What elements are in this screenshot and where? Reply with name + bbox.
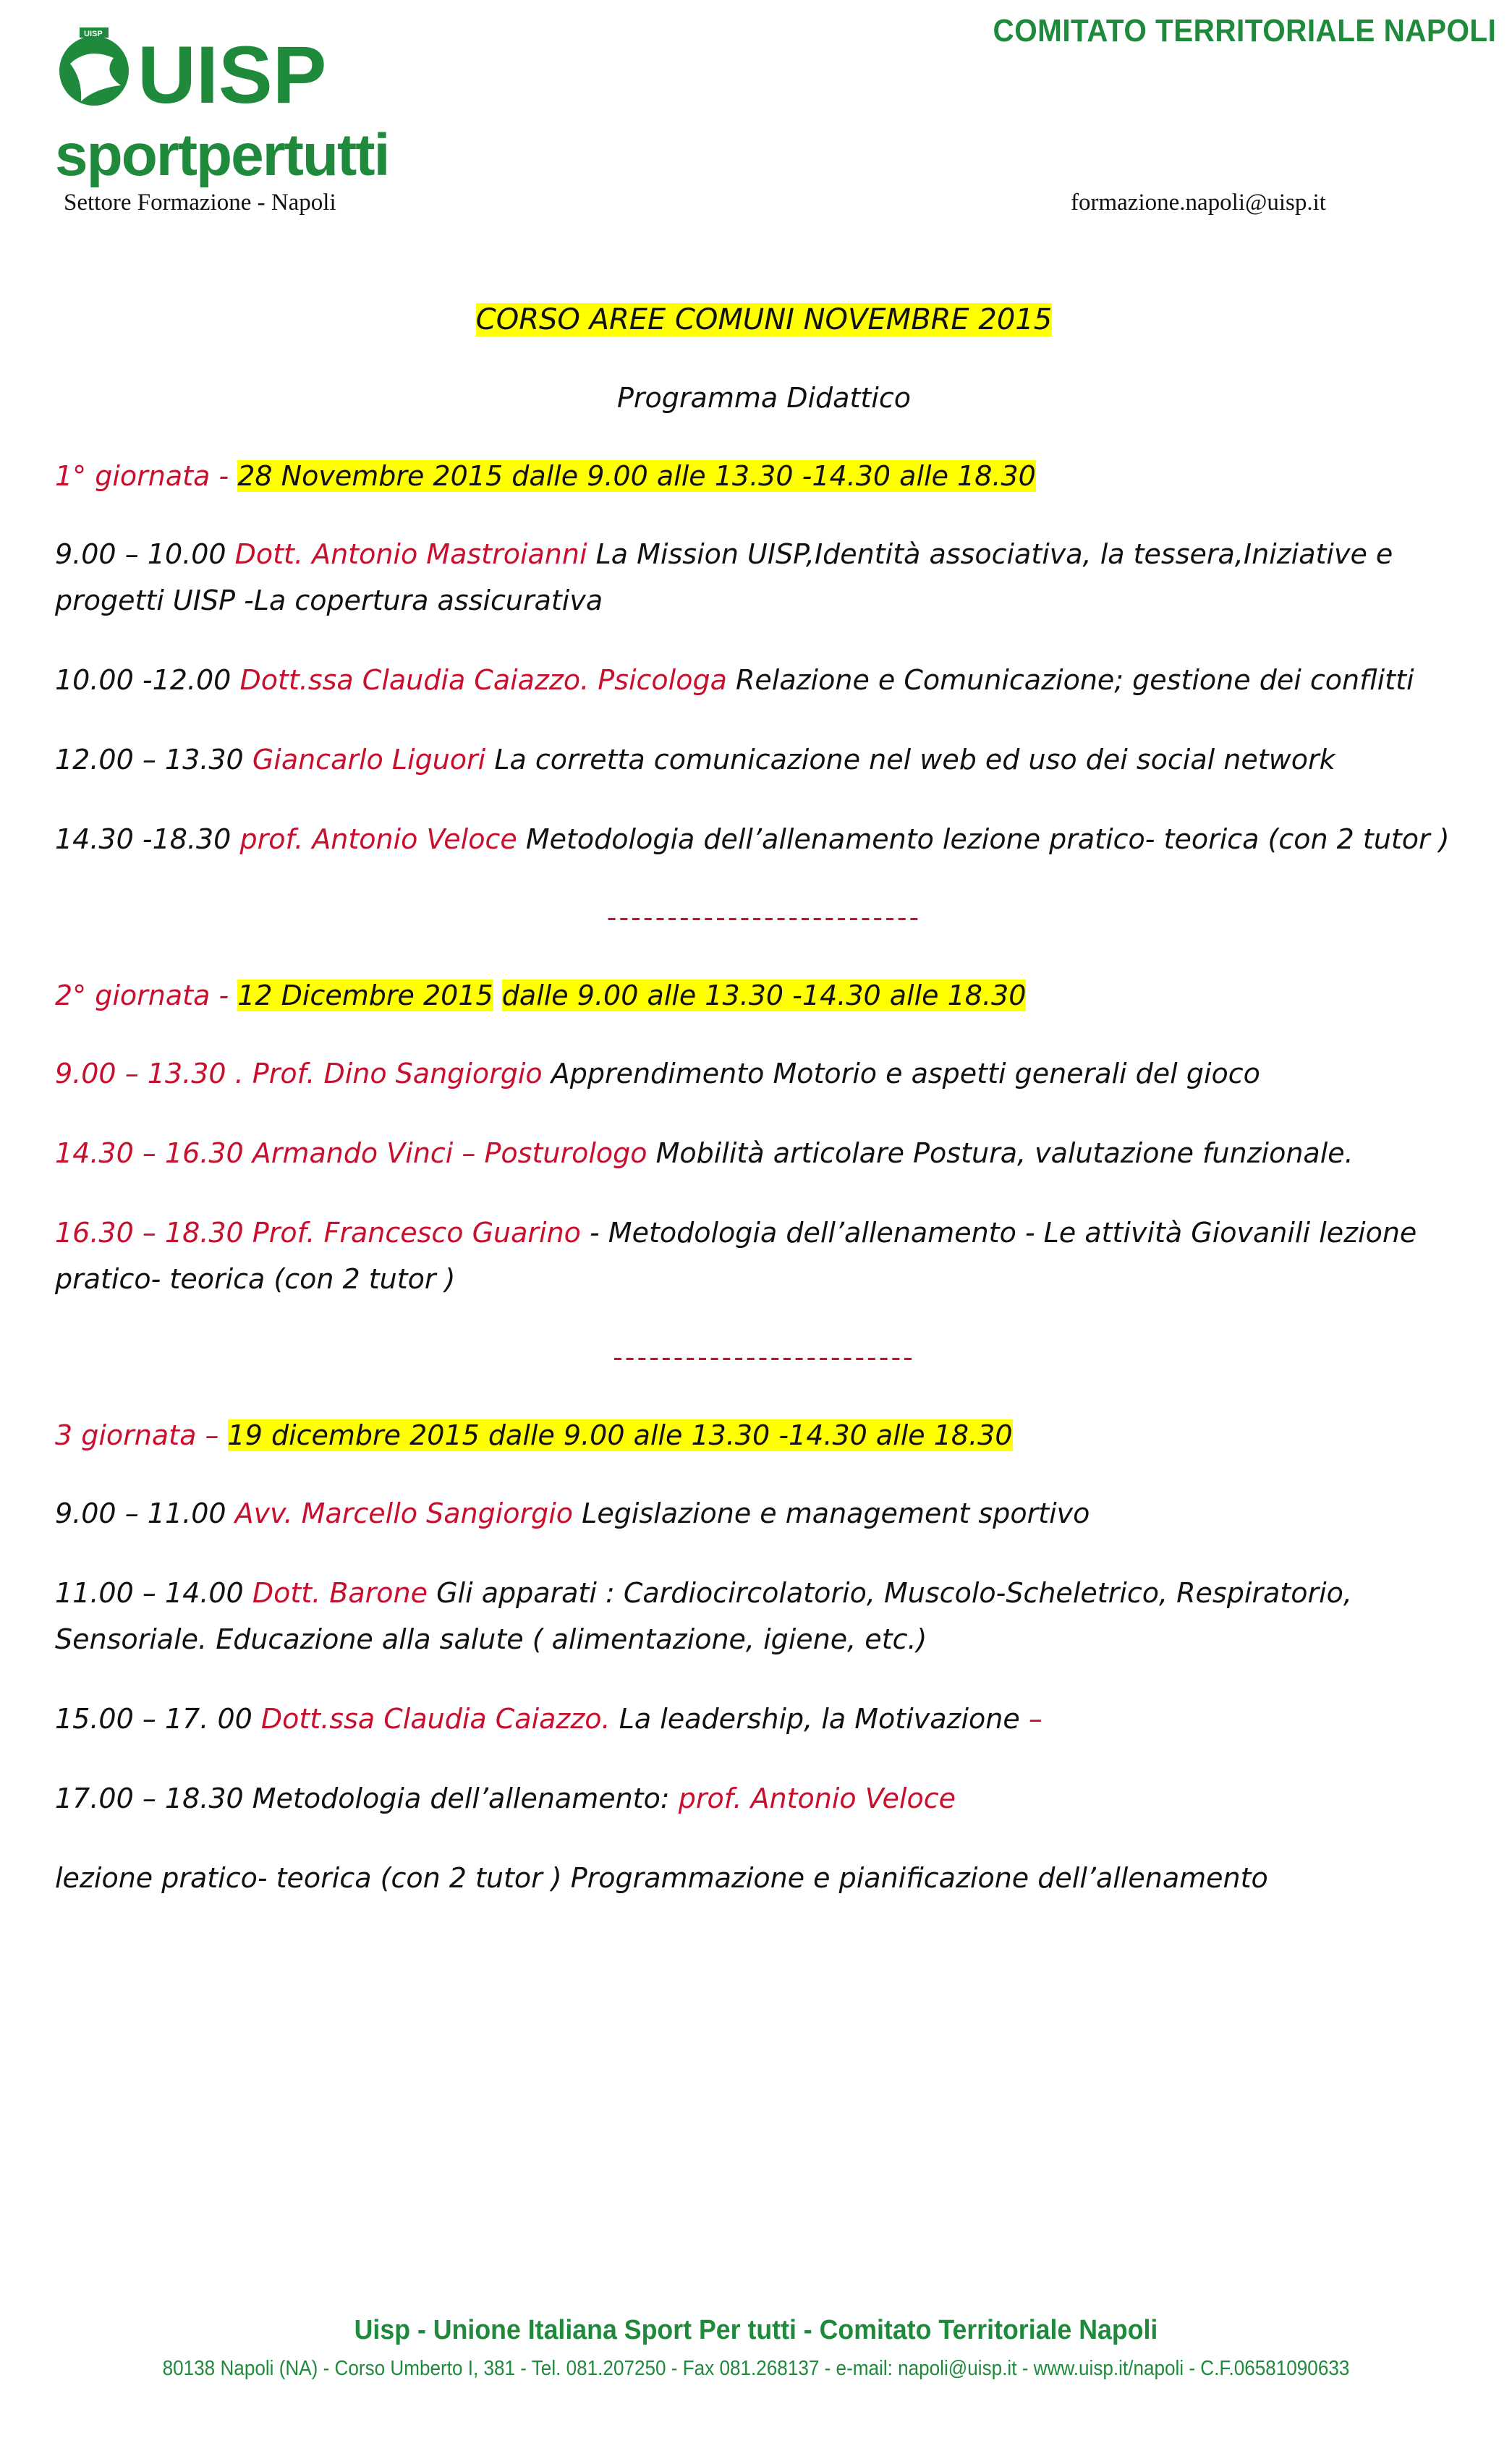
logo-text: UISP [137, 30, 327, 120]
logo-subtext: sportpertutti [55, 122, 389, 188]
uisp-logo [52, 22, 392, 188]
committee-title: COMITATO TERRITORIALE NAPOLI [993, 13, 1496, 48]
item-text: Mobilità articolare Postura, valutazione funzionale. [647, 1137, 1354, 1169]
day3-item [55, 1696, 1473, 1742]
day1-date-hours: 28 Novembre 2015 dalle 9.00 alle 13.30 -14.30 alle 18.30 [237, 460, 1036, 492]
item-time: 10.00 -12.00 [55, 664, 240, 696]
day3-item [55, 1775, 1473, 1822]
day2-date: 12 Dicembre 2015 [237, 980, 493, 1011]
item-trail: – [1028, 1703, 1042, 1735]
item-text: La leadership, la Motivazione [610, 1703, 1029, 1735]
item-text: Metodologia dell’allenamento lezione pratico- teorica (con 2 tutor ) [517, 823, 1450, 855]
item-time-speaker: 14.30 – 16.30 Armando Vinci – Posturologo [55, 1137, 647, 1169]
program-document [55, 297, 1473, 1901]
day2-item [55, 1050, 1473, 1097]
item-time: 11.00 – 14.00 [55, 1577, 252, 1609]
item-text: Relazione e Comunicazione; gestione dei conflitti [726, 664, 1414, 696]
program-subtitle: Programma Didattico [617, 382, 911, 414]
day1-item [55, 531, 1473, 624]
item-text: - Metodologia dell’allenamento - Le attività Giovanili lezione pratico- teorica (con 2 tutor ) [55, 1217, 1417, 1295]
day3-item [55, 1490, 1473, 1537]
day3-date-hours: 19 dicembre 2015 dalle 9.00 alle 13.30 -14.30 alle 18.30 [227, 1419, 1013, 1451]
day1-label: 1° giornata - [55, 460, 238, 492]
item-time: 12.00 – 13.30 [55, 744, 252, 776]
item-speaker: prof. Antonio Veloce [239, 823, 517, 855]
item-speaker: Avv. Marcello Sangiorgio [234, 1497, 574, 1529]
item-text: La corretta comunicazione nel web ed uso dei social network [485, 744, 1335, 776]
separator: ------------------------- [613, 1341, 915, 1373]
item-text: La Mission UISP,Identità associativa, la tessera,Iniziative e progetti UISP -La copertura assicurativa [55, 538, 1393, 616]
item-speaker: Dott.ssa Claudia Caiazzo. Psicologa [239, 664, 727, 696]
day3-closing: lezione pratico- teorica (con 2 tutor ) Programmazione e pianificazione dell’allenamento [55, 1862, 1268, 1894]
footer-title: Uisp - Unione Italiana Sport Per tutti - Comitato Territoriale Napoli [354, 2315, 1158, 2345]
day1-heading [55, 453, 1473, 499]
item-time: 9.00 – 10.00 [55, 538, 235, 570]
logo-badge: UISP [84, 30, 103, 38]
course-title-text: CORSO AREE COMUNI NOVEMBRE 2015 [475, 303, 1053, 336]
day3-item [55, 1570, 1473, 1662]
item-speaker: prof. Antonio Veloce [678, 1783, 956, 1814]
item-time-speaker: 9.00 – 13.30 . Prof. Dino Sangiorgio [55, 1058, 543, 1089]
day1-item [55, 657, 1473, 703]
item-time: 14.30 -18.30 [55, 823, 240, 855]
day1-item [55, 816, 1473, 862]
day2-heading [55, 972, 1473, 1019]
item-speaker: Dott. Barone [252, 1577, 428, 1609]
item-time: 15.00 – 17. 00 [55, 1703, 261, 1735]
contact-email[interactable]: formazione.napoli@uisp.it [1071, 190, 1326, 216]
day2-item [55, 1130, 1473, 1176]
item-speaker: Giancarlo Liguori [252, 744, 486, 776]
item-speaker: Dott.ssa Claudia Caiazzo. [260, 1703, 611, 1735]
course-title [55, 297, 1473, 343]
settore-label: Settore Formazione - Napoli [64, 190, 336, 216]
item-text: Apprendimento Motorio e aspetti generali del gioco [542, 1058, 1260, 1089]
day2-label: 2° giornata - [55, 980, 238, 1011]
item-text: Gli apparati : Cardiocircolatorio, Muscolo-Scheletrico, Respiratorio, Sensoriale. Educazione alla salute ( alimentazione, igiene, etc.) [55, 1577, 1352, 1655]
day3-label: 3 giornata – [55, 1419, 228, 1451]
day3-heading [55, 1412, 1473, 1458]
item-time: 9.00 – 11.00 [55, 1497, 235, 1529]
item-time-speaker: 16.30 – 18.30 Prof. Francesco Guarino [55, 1217, 581, 1249]
item-text: 17.00 – 18.30 Metodologia dell’allenamento: [55, 1783, 679, 1814]
item-text: Legislazione e management sportivo [573, 1497, 1090, 1529]
footer-address: 80138 Napoli (NA) - Corso Umberto I, 381 - Tel. 081.207250 - Fax 081.268137 - e-mail: napoli@uisp.it - www.uisp.it/napoli - C.F.06581090633 [162, 2357, 1350, 2380]
separator: -------------------------- [606, 901, 922, 933]
day1-item [55, 736, 1473, 783]
day2-hours: dalle 9.00 alle 13.30 -14.30 alle 18.30 [501, 980, 1027, 1011]
item-speaker: Dott. Antonio Mastroianni [234, 538, 587, 570]
day2-item [55, 1210, 1473, 1302]
